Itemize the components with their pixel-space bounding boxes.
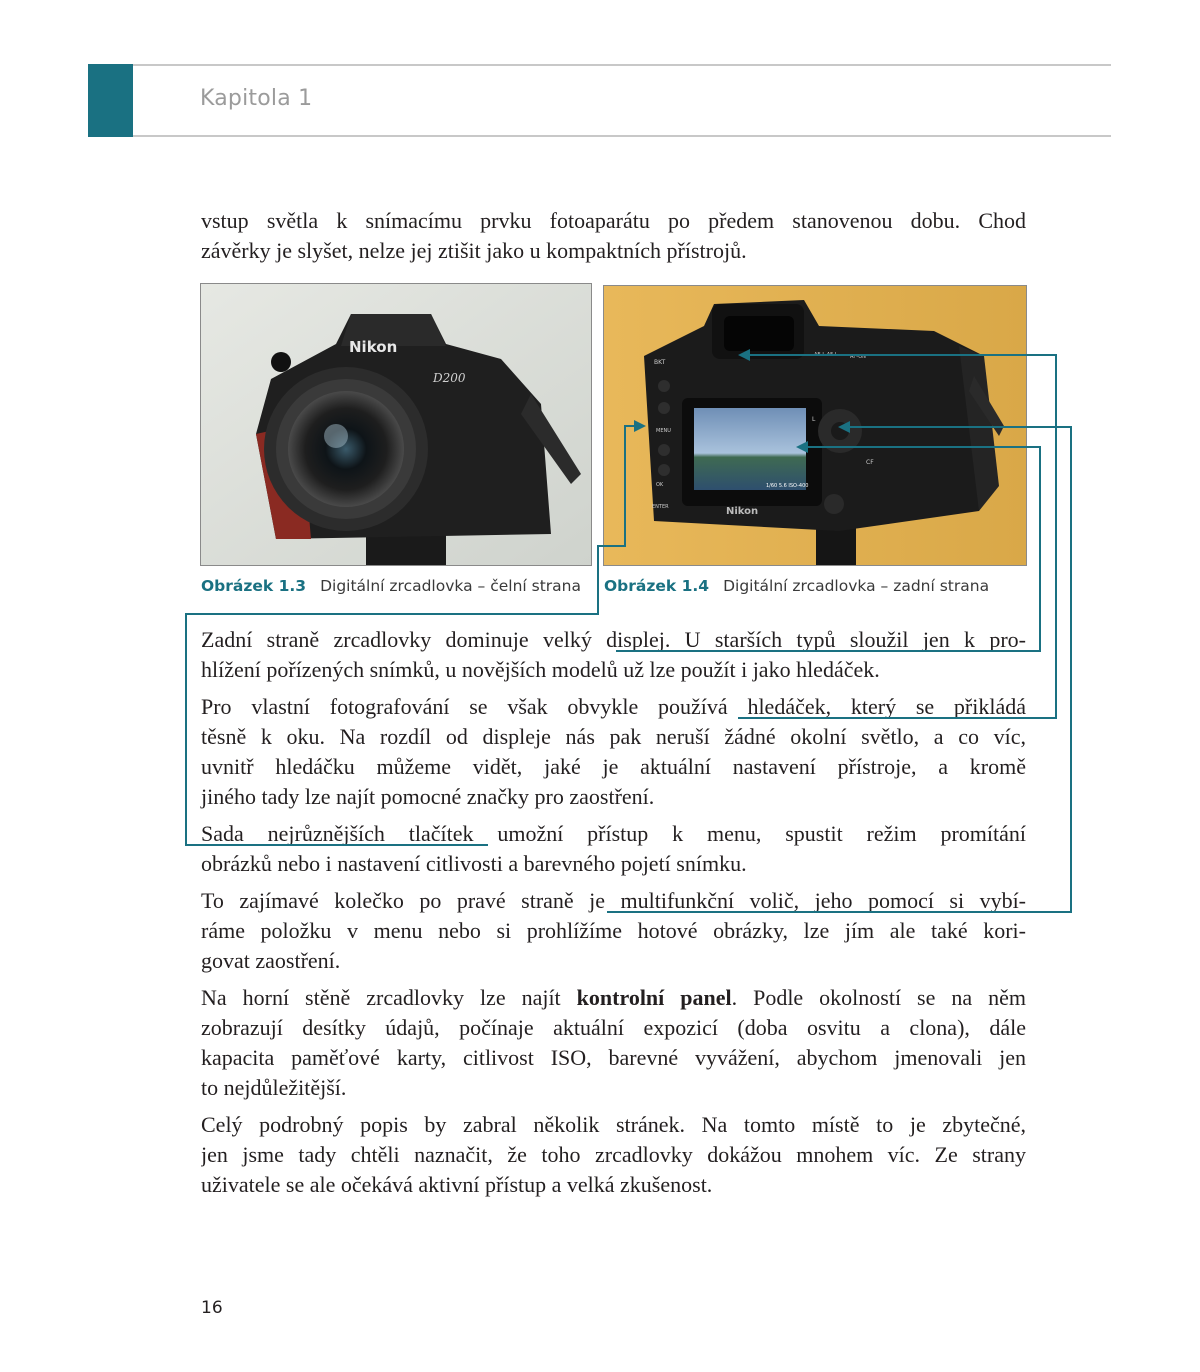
paragraph-buttons bbox=[201, 819, 1026, 879]
term-buttons: Sada nejrůznějších tlačítek bbox=[201, 821, 474, 846]
button-label: AE-L AF-L bbox=[814, 352, 838, 358]
camera-back-illustration bbox=[604, 286, 1026, 565]
button-label: L bbox=[812, 416, 816, 423]
text-line: Celý podrobný popis by zabral několik stránek. Na tomto místě to je zbytečné, bbox=[201, 1112, 1026, 1137]
text-line: uživatele se ale očekává aktivní přístup a velká zkušenost. bbox=[201, 1172, 713, 1197]
button-label: AF-ON bbox=[850, 354, 866, 360]
model-badge: D200 bbox=[433, 371, 466, 385]
header-rule-top bbox=[133, 64, 1111, 66]
chapter-color-block bbox=[88, 64, 133, 137]
text-line: Sada nejrůznějších tlačítek umožní přístup k menu, spustit režim promítání bbox=[201, 821, 1026, 846]
text-line: To zajímavé kolečko po pravé straně je multifunkční volič, jeho pomocí si vybí- bbox=[201, 888, 1026, 913]
brand-logo: Nikon bbox=[349, 338, 398, 356]
paragraph-display bbox=[201, 625, 1026, 685]
text-line: hlížení pořízených snímků, u novějších modelů už lze použít i jako hledáček. bbox=[201, 657, 880, 682]
figure-1-3-caption bbox=[201, 577, 581, 595]
intro-paragraph bbox=[201, 206, 1026, 266]
paragraph-viewfinder bbox=[201, 692, 1026, 812]
text-line: to nejdůležitější. bbox=[201, 1075, 347, 1100]
text-line: Pro vlastní fotografování se však obvykle používá hledáček, který se přikládá bbox=[201, 694, 1026, 719]
chapter-title: Kapitola 1 bbox=[200, 86, 313, 111]
figure-label: Obrázek 1.4 bbox=[604, 577, 710, 595]
text-line: těsně k oku. Na rozdíl od displeje nás pak neruší žádné okolní světlo, a co víc, bbox=[201, 724, 1026, 749]
paragraph-summary bbox=[201, 1110, 1026, 1200]
text-line: Zadní straně zrcadlovky dominuje velký displej. U starších typů sloužil jen k pro- bbox=[201, 627, 1026, 652]
text-line: kapacita paměťové karty, citlivost ISO, barevné vyvážení, abychom jmenovali jen bbox=[201, 1045, 1026, 1070]
text-line: uvnitř hledáčku můžeme vidět, jaké je aktuální nastavení přístroje, a kromě bbox=[201, 754, 1026, 779]
button-label: ENTER bbox=[652, 504, 669, 510]
term-multiselector: multifunkční volič bbox=[620, 888, 794, 913]
figure-caption-text: Digitální zrcadlovka – zadní strana bbox=[723, 577, 990, 595]
text-line: jen jsme tady chtěli naznačit, že toho zrcadlovky dokážou mnohem víc. Ze strany bbox=[201, 1142, 1026, 1167]
button-label: OK bbox=[656, 482, 664, 488]
text-line: vstup světla k snímacímu prvku fotoaparátu po předem stanovenou dobu. Chod bbox=[201, 208, 1026, 233]
button-label: MENU bbox=[656, 428, 671, 434]
button-label: BKT bbox=[654, 359, 666, 366]
text-line: obrázků nebo i nastavení citlivosti a barevného pojetí snímku. bbox=[201, 851, 747, 876]
paragraph-control-panel bbox=[201, 983, 1026, 1103]
lcd-readout: 1/60 5.6 ISO-400 bbox=[766, 483, 809, 489]
text-line: zobrazují desítky údajů, počínaje aktuální expozicí (doba osvitu a clona), dále bbox=[201, 1015, 1026, 1040]
text-line: jiného tady lze najít pomocné značky pro zaostření. bbox=[201, 784, 655, 809]
figure-label: Obrázek 1.3 bbox=[201, 577, 307, 595]
figure-1-4-caption bbox=[604, 577, 989, 595]
page-number: 16 bbox=[201, 1298, 223, 1318]
text-line: ráme položku v menu nebo si prohlížíme hotové obrázky, lze jím ale také kori- bbox=[201, 918, 1026, 943]
term-display: displej bbox=[606, 627, 665, 652]
figure-caption-text: Digitální zrcadlovka – čelní strana bbox=[320, 577, 581, 595]
header-rule-bottom bbox=[133, 135, 1111, 137]
button-label: CF bbox=[866, 459, 874, 466]
paragraph-multiselector bbox=[201, 886, 1026, 976]
text-line: govat zaostření. bbox=[201, 948, 341, 973]
text-line: závěrky je slyšet, nelze jej ztišit jako u kompaktních přístrojů. bbox=[201, 238, 747, 263]
camera-front-photo bbox=[200, 283, 592, 566]
text-line: Na horní stěně zrcadlovky lze najít kontrolní panel. Podle okolností se na něm bbox=[201, 985, 1026, 1010]
brand-logo: Nikon bbox=[726, 506, 759, 517]
term-viewfinder: hledáček bbox=[747, 694, 826, 719]
camera-back-photo bbox=[603, 285, 1027, 566]
term-control-panel: kontrolní panel bbox=[576, 985, 732, 1010]
camera-front-illustration bbox=[201, 284, 591, 565]
